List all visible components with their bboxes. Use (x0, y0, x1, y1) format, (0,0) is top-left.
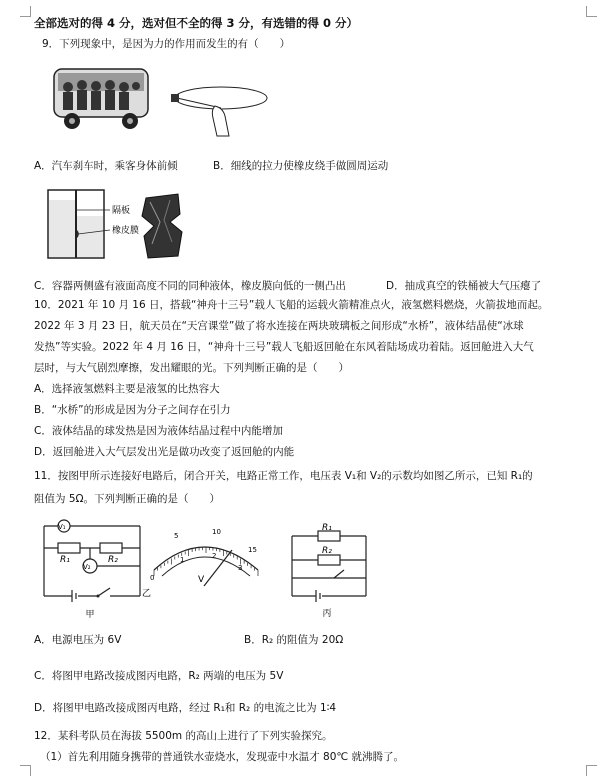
crushed-barrel-figure (140, 192, 184, 260)
resistor-r1-label: R₁ (60, 555, 70, 565)
bing-r1-label: R₁ (322, 523, 332, 533)
dial-zero: 0 (150, 574, 155, 582)
q10-option-a: A．选择液氢燃料主要是液氢的比热容大 (34, 383, 220, 395)
bus-braking-figure (52, 65, 152, 133)
q9-stem: 9．下列现象中，是因为力的作用而发生的有（ ） (42, 38, 291, 50)
dial-tick-top-15: 15 (248, 546, 257, 554)
q9-option-a: A．汽车刹车时，乘客身体前倾 (34, 160, 178, 172)
voltmeter-v1-label: V₁ (58, 523, 66, 531)
q10-line-1: 10．2021 年 10 月 16 日，搭载“神舟十三号”载人飞船的运载火箭精准点火，液氢燃料燃烧，火箭拔地而起。 (34, 299, 549, 311)
q9-option-d: D．抽成真空的铁桶被大气压瘪了 (386, 280, 542, 292)
circuit-bing-figure (282, 522, 380, 620)
string-rotation-figure (165, 78, 275, 140)
q11-option-b: B．R₂ 的阻值为 20Ω (244, 634, 344, 646)
q10-option-b: B．“水桥”的形成是因为分子之间存在引力 (34, 404, 231, 416)
label-partition: 隔板 (112, 206, 131, 216)
q11-option-a: A．电源电压为 6V (34, 634, 122, 646)
q10-option-c: C．液体结晶的球发热是因为液体结晶过程中内能增加 (34, 425, 283, 437)
q11-option-c: C．将图甲电路改接成图丙电路，R₂ 两端的电压为 5V (34, 670, 284, 682)
voltmeter-v2-label: V₂ (83, 563, 91, 571)
q12-line-1: 12．某科考队员在海拔 5500m 的高山上进行了下列实验探究。 (34, 730, 333, 742)
dial-unit: V (198, 575, 205, 585)
dial-tick-top-10: 10 (212, 528, 221, 536)
corner-mark-top-right (586, 6, 597, 17)
section-header: 全部选对的得 4 分，选对但不全的得 3 分，有选错的得 0 分） (34, 16, 359, 30)
corner-mark-bottom-left (20, 765, 31, 776)
dial-tick-bottom-3: 3 (238, 564, 243, 572)
q11-line-2: 阻值为 5Ω。下列判断正确的是（ ） (34, 493, 221, 505)
container-membrane-figure (46, 186, 148, 262)
corner-mark-bottom-right (586, 765, 597, 776)
q10-option-d: D．返回舱进入大气层发出光是做功改变了返回舱的内能 (34, 446, 295, 458)
q10-line-4: 层时，与大气剧烈摩擦，发出耀眼的光。下列判断正确的是（ ） (34, 362, 349, 374)
q9-option-b: B．细线的拉力使橡皮绕手做圆周运动 (213, 160, 389, 172)
q11-line-1: 11．按图甲所示连接好电路后，闭合开关，电路正常工作，电压表 V₁和 V₂的示数均如图乙所示，已知 R₁的 (34, 470, 533, 482)
circuit-jia-figure (38, 514, 146, 622)
figure-bing-caption: 丙 (322, 609, 332, 619)
dial-tick-bottom-1: 1 (180, 556, 185, 564)
q9-option-c: C．容器两侧盛有液面高度不同的同种液体，橡皮膜向低的一侧凸出 (34, 280, 346, 292)
q10-line-3: 发热”等实验。2022 年 4 月 16 日，“神舟十三号”载人飞船返回舱在东风着陆场成功着陆。返回舱进入大气 (34, 341, 534, 353)
label-membrane: 橡皮膜 (112, 226, 140, 236)
corner-mark-top-left (20, 6, 31, 17)
resistor-r2-label: R₂ (108, 555, 118, 565)
q11-option-d: D．将图甲电路改接成图丙电路，经过 R₁和 R₂ 的电流之比为 1∶4 (34, 702, 337, 714)
figure-yi-caption: 乙 (142, 589, 152, 599)
q12-line-2: （1）首先利用随身携带的普通铁水壶烧水，发现壶中水温才 80℃ 就沸腾了。 (40, 751, 405, 763)
figure-jia-caption: 甲 (85, 610, 95, 620)
dial-tick-top-5: 5 (174, 532, 179, 540)
bing-r2-label: R₂ (322, 546, 332, 556)
dial-tick-bottom-2: 2 (212, 552, 217, 560)
voltmeter-dial-figure (140, 524, 268, 602)
q10-line-2: 2022 年 3 月 23 日，航天员在“天宫课堂”做了将水连接在两块玻璃板之间形成“水桥”，液体结晶使“冰球 (34, 320, 524, 332)
